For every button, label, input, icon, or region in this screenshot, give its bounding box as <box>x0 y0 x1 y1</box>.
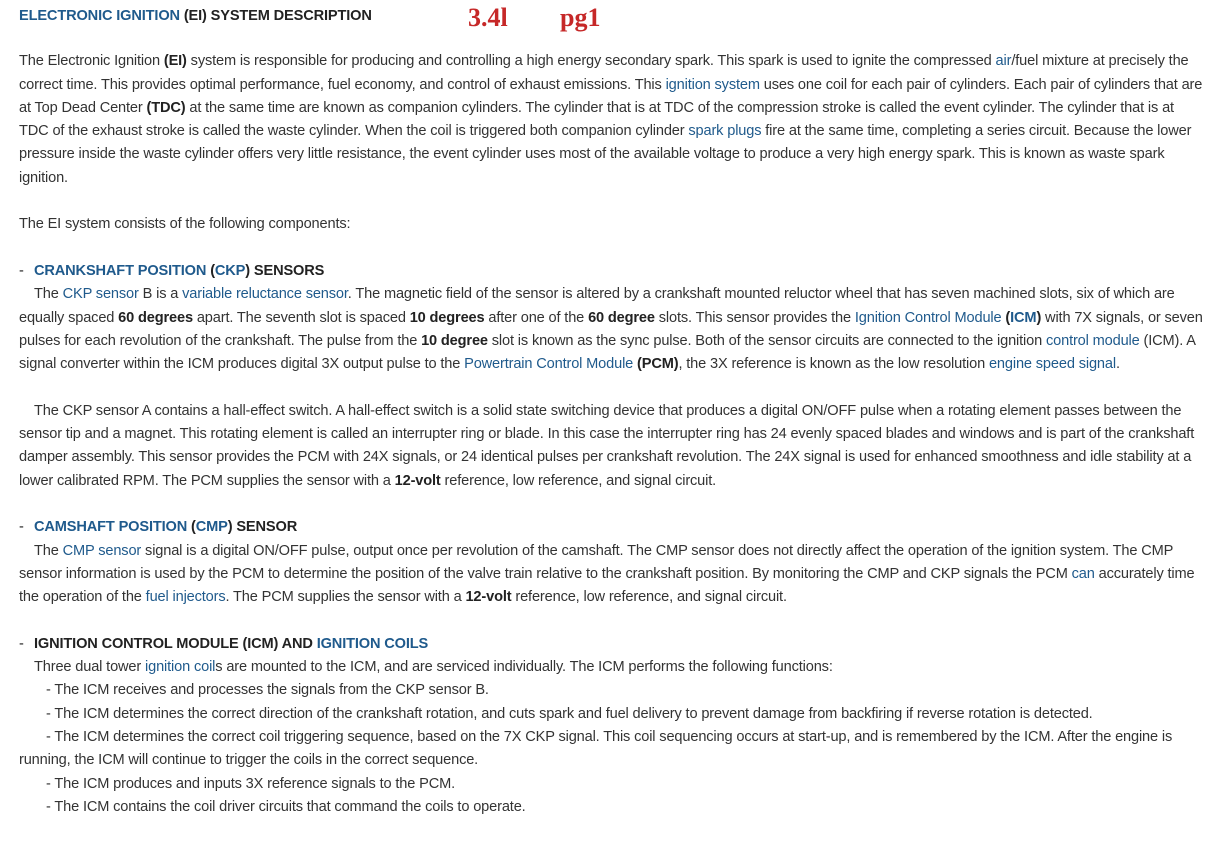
paragraph <box>19 656 1207 679</box>
inline-link[interactable]: ignition coil <box>145 659 216 676</box>
title-rest: (EI) SYSTEM DESCRIPTION <box>179 8 372 24</box>
inline-link[interactable]: ICM <box>1010 309 1037 326</box>
paragraph <box>19 50 1207 190</box>
bold-text: 12-volt <box>394 472 441 489</box>
inline-link[interactable]: CRANKSHAFT POSITION <box>34 262 211 279</box>
list-item <box>19 796 1207 819</box>
text-run: system is responsible for producing and controlling a high energy secondary spark. This spark is used to ignite the compressed <box>186 53 996 70</box>
text-run: . <box>1115 356 1120 373</box>
bold-text: ( <box>1005 309 1011 326</box>
text-run: with 7X signals, or seven pulses for each revolution of the crankshaft. The pulse from the <box>19 309 1203 349</box>
inline-link[interactable]: Ignition Control Module <box>854 309 1002 326</box>
text-run: slot is known as the sync pulse. Both of the sensor circuits are connected to the ignition <box>487 332 1046 349</box>
text-run: ( <box>210 262 215 279</box>
list-item <box>19 726 1207 773</box>
text-run: signal is a digital ON/OFF pulse, output once per revolution of the camshaft. The CMP sensor does not directly affect the operation of the ignition system. The CMP sensor information is used by the PCM to determine the position of the valve train relative to the crankshaft position. By monitoring the CMP and CKP signals the PCM <box>19 542 1173 582</box>
paragraph <box>19 283 1207 376</box>
text-run: , the 3X reference is known as the low resolution <box>678 356 989 373</box>
text-run: B is a <box>138 286 183 303</box>
text-run: - The ICM produces and inputs 3X reference signals to the PCM. <box>46 775 455 792</box>
text-run: fire at the same time, completing a series circuit. Because the lower pressure inside the waste cylinder offers very little resistance, the event cylinder uses most of the available voltage to produce a very high energy spark. This is known as waste spark ignition. <box>19 123 1192 186</box>
inline-link[interactable]: CKP <box>214 262 246 279</box>
inline-link[interactable]: Powertrain Control Module <box>464 356 634 373</box>
dash-marker: - <box>19 262 24 279</box>
list-item <box>19 703 1207 726</box>
text-run: accurately time the operation of the <box>19 565 1195 606</box>
text-run: s are mounted to the ICM, and are serviced individually. The ICM performs the following functions: <box>215 659 833 676</box>
text-run: after one of the <box>484 309 589 326</box>
section-heading <box>19 260 1207 283</box>
text-run: IGNITION CONTROL MODULE (ICM) AND <box>34 635 317 652</box>
inline-link[interactable]: IGNITION COILS <box>316 635 429 652</box>
paragraph <box>19 540 1207 610</box>
inline-link[interactable]: ignition system <box>665 76 760 93</box>
text-run: . The magnetic field of the sensor is altered by a crankshaft mounted reluctor wheel that has seven machined slots, six of which are equally spaced <box>19 286 1175 326</box>
handwritten-engine-note: 3.4l <box>468 3 508 32</box>
inline-link[interactable]: CMP <box>195 519 228 536</box>
component-section <box>19 516 1207 609</box>
bold-text: (PCM) <box>637 356 679 373</box>
text-run: ) SENSOR <box>227 519 298 536</box>
document-body <box>19 50 1207 819</box>
dash-marker: - <box>19 635 24 652</box>
section-heading <box>19 633 1207 656</box>
component-section <box>19 260 1207 493</box>
text-run: The <box>34 542 63 559</box>
text-run: ) SENSORS <box>245 262 325 279</box>
component-section <box>19 633 1207 819</box>
text-run: (ICM). A signal converter within the ICM produces digital 3X output pulse to the <box>19 332 1196 373</box>
bold-text: 10 degree <box>421 332 488 349</box>
text-run: slots. This sensor provides the <box>654 309 855 326</box>
text-run: apart. The seventh slot is spaced <box>192 309 410 326</box>
text-run: - The ICM receives and processes the signals from the CKP sensor B. <box>46 682 489 699</box>
text-run: The <box>34 286 63 303</box>
inline-link[interactable]: spark plugs <box>688 123 762 140</box>
bold-text: (TDC) <box>146 99 186 116</box>
inline-link[interactable]: CMP sensor <box>62 542 142 559</box>
inline-link[interactable]: CKP sensor <box>62 286 139 303</box>
text-run: - The ICM contains the coil driver circuits that command the coils to operate. <box>46 798 526 815</box>
bold-text: 10 degrees <box>409 309 485 326</box>
text-run: /fuel mixture at precisely the correct time. This provides optimal performance, fuel economy, and control of exhaust emissions. This <box>19 53 1189 93</box>
section-heading <box>19 516 1207 539</box>
bold-text: ) <box>1036 309 1042 326</box>
text-run: reference, low reference, and signal circuit. <box>440 472 717 489</box>
page-title <box>19 3 1207 32</box>
text-run: The CKP sensor A contains a hall-effect switch. A hall-effect switch is a solid state switching device that produces a digital ON/OFF pulse when a rotating element passes between the sensor tip and a magnet. This rotating element is called an interrupter ring or blade. In this case the interrupter ring has 24 evenly spaced blades and windows and is part of the crankshaft damper assembly. This sensor provides the PCM with 24X signals, or 24 identical pulses per crankshaft revolution. The 24X signal is used for enhanced smoothness and idle stability at a lower calibrated RPM. The PCM supplies the sensor with a <box>19 402 1195 489</box>
text-run: at the same time are known as companion cylinders. The cylinder that is at TDC of the compression stroke is called the event cylinder. The cylinder that is at TDC of the exhaust stroke is called the waste cylinder. When the coil is triggered both companion cylinder <box>19 99 1174 140</box>
text-run: reference, low reference, and signal circuit. <box>511 589 787 606</box>
inline-link[interactable]: control module <box>1045 332 1140 349</box>
bold-text: (EI) <box>163 53 187 70</box>
handwritten-page-note: pg1 <box>560 3 601 32</box>
text-run: uses one coil for each pair of cylinders. Each pair of cylinders that are at Top Dead Center <box>19 76 1203 116</box>
text-run: ( <box>191 519 196 536</box>
list-item <box>19 773 1207 796</box>
text-run: - The ICM determines the correct coil triggering sequence, based on the 7X CKP signal. This coil sequencing occurs at start-up, and is remembered by the ICM. After the engine is running, the ICM will continue to trigger the coils in the correct sequence. <box>19 728 1173 769</box>
text-run: The Electronic Ignition <box>19 53 164 70</box>
inline-link[interactable]: fuel injectors <box>145 589 226 606</box>
bold-text: 60 degrees <box>118 309 193 326</box>
title-link[interactable]: ELECTRONIC IGNITION <box>19 8 180 24</box>
text-run: Three dual tower <box>34 659 146 676</box>
inline-link[interactable]: engine speed signal <box>988 356 1116 373</box>
paragraph <box>19 400 1207 493</box>
inline-link[interactable]: variable reluctance sensor <box>182 286 348 303</box>
list-item <box>19 679 1207 702</box>
paragraph <box>19 213 1207 236</box>
bold-text: 60 degree <box>588 309 655 326</box>
text-run: . The PCM supplies the sensor with a <box>225 589 466 606</box>
bold-text: 12-volt <box>465 589 512 606</box>
inline-link[interactable]: air <box>995 53 1012 70</box>
dash-marker: - <box>19 519 24 536</box>
inline-link[interactable]: can <box>1071 565 1095 582</box>
inline-link[interactable]: CAMSHAFT POSITION <box>34 519 192 536</box>
text-run: The EI system consists of the following components: <box>19 216 351 233</box>
text-run: - The ICM determines the correct direction of the crankshaft rotation, and cuts spark and fuel delivery to prevent damage from backfiring if reverse rotation is detected. <box>46 705 1093 722</box>
